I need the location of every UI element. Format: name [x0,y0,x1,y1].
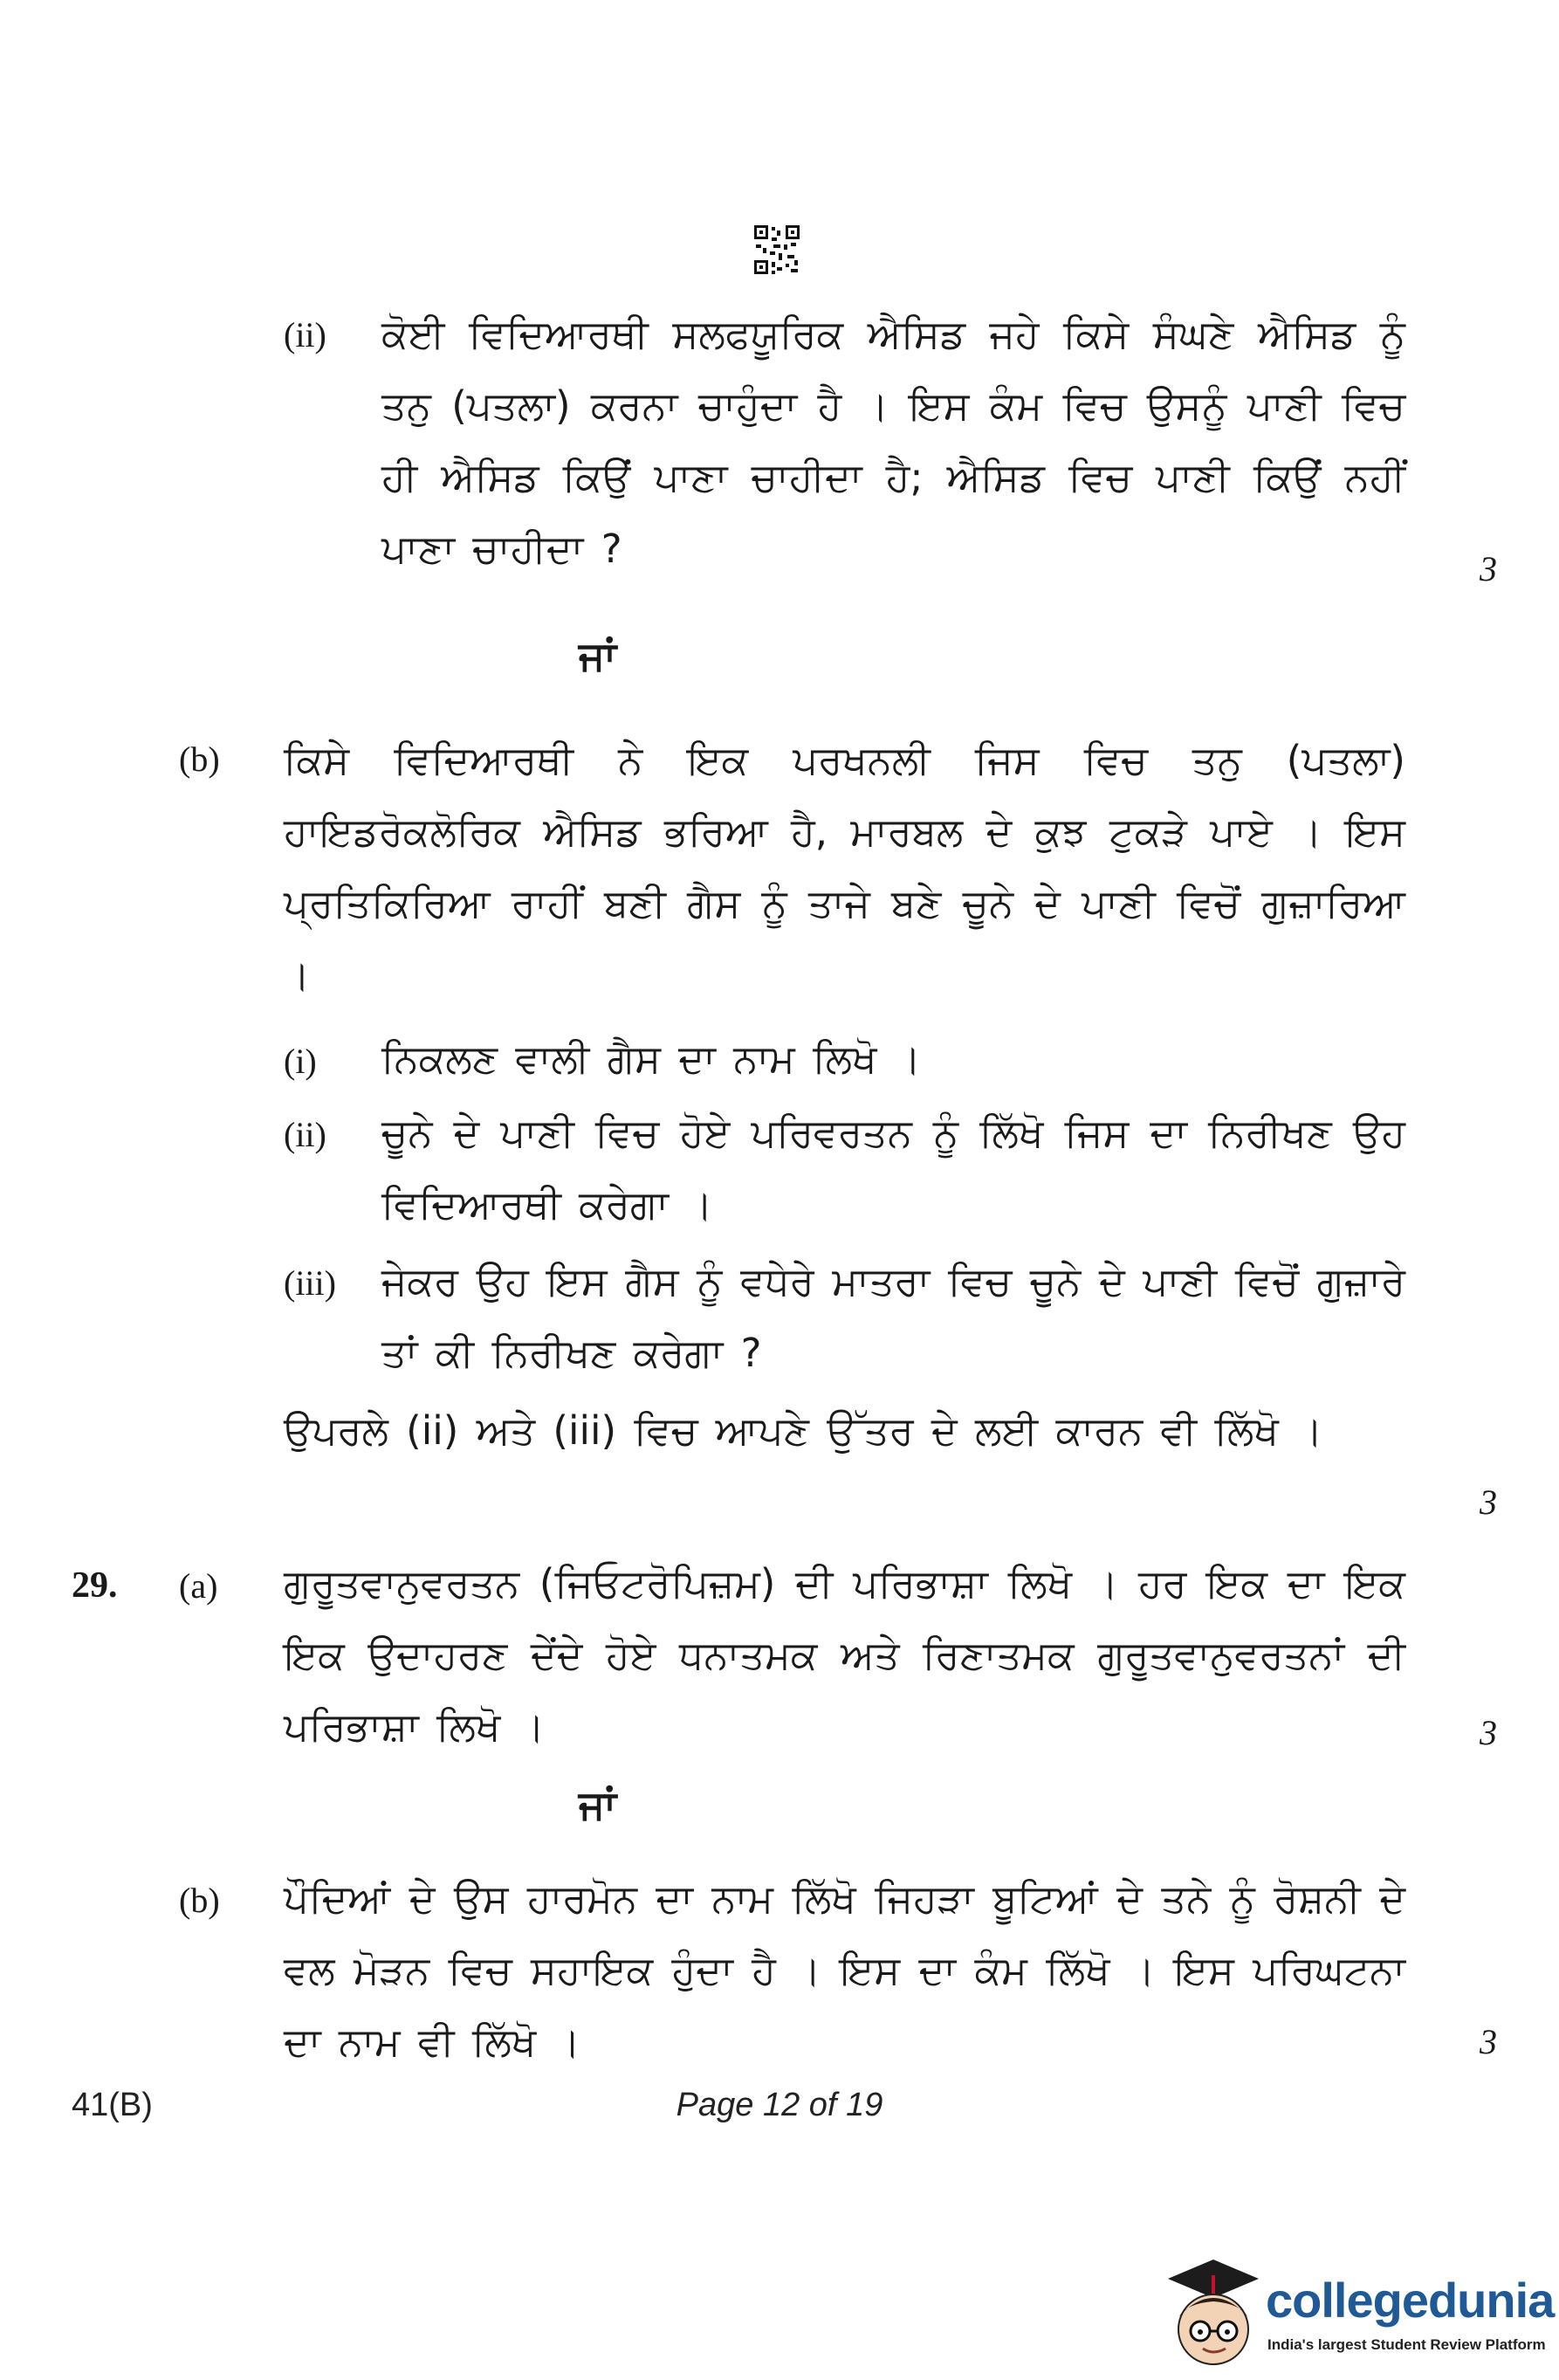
or-separator: ਜਾਂ [579,632,617,679]
brand-name: collegedunia [1266,2273,1555,2328]
question-28b-closing: ਉਪਰਲੇ (ii) ਅਤੇ (iii) ਵਿਚ ਆਪਣੇ ਉੱਤਰ ਦੇ ਲਈ ਕਾਰਨ ਵੀ ਲਿੱਖੋ । [284,1407,1323,1454]
marks-29a: 3 [1480,1713,1497,1752]
question-28b-intro: ਕਿਸੇ ਵਿਦਿਆਰਥੀ ਨੇ ਇਕ ਪਰਖਨਲੀ ਜਿਸ ਵਿਚ ਤਨੁ (ਪਤਲਾ) ਹਾਇਡਰੋਕਲੋਰਿਕ ਐਸਿਡ ਭਰਿਆ ਹੈ, ਮਾਰਬਲ ਦੇ ਕੁਝ ਟੁਕੜੇ ਪਾਏ । ਇਸ ਪ੍ਰਤਿਕਿਰਿਆ ਰਾਹੀਂ ਬਣੀ ਗੈਸ ਨੂੰ ਤਾਜੇ ਬਣੇ ਚੂਨੇ ਦੇ ਪਾਣੀ ਵਿਚੋਂ ਗੁਜ਼ਾਰਿਆ । [284,737,1405,998]
question-28b-i-text: ਨਿਕਲਣ ਵਾਲੀ ਗੈਸ ਦਾ ਨਾਮ ਲਿਖੋ । [381,1035,922,1082]
question-29a-text: ਗੁਰੂਤਵਾਨੁਵਰਤਨ (ਜਿਓਟਰੋਪਿਜ਼ਮ) ਦੀ ਪਰਿਭਾਸ਼ਾ ਲਿਖੋ । ਹਰ ਇਕ ਦਾ ਇਕ ਇਕ ਉਦਾਹਰਣ ਦੇਂਦੇ ਹੋਏ ਧਨਾਤਮਕ ਅਤੇ ਰਿਣਾਤਮਕ ਗੁਰੂਤਵਾਨੁਵਰਤਨਾਂ ਦੀ ਪਰਿਭਾਸ਼ਾ ਲਿਖੋ । [284,1560,1405,1750]
question-28b-iii-text: ਜੇਕਰ ਉਹ ਇਸ ਗੈਸ ਨੂੰ ਵਧੇਰੇ ਮਾਤਰਾ ਵਿਚ ਚੂਨੇ ਦੇ ਪਾਣੀ ਵਿਚੋਂ ਗੁਜ਼ਾਰੇ ਤਾਂ ਕੀ ਨਿਰੀਖਣ ਕਰੇਗਾ ? [381,1258,1405,1376]
part-label-a: (a) [179,1566,218,1606]
marks-28a-ii: 3 [1480,549,1497,588]
question-28a-ii-text: ਕੋਈ ਵਿਦਿਆਰਥੀ ਸਲਫਯੂਰਿਕ ਐਸਿਡ ਜਹੇ ਕਿਸੇ ਸੰਘਣੇ ਐਸਿਡ ਨੂੰ ਤਨੁ (ਪਤਲਾ) ਕਰਨਾ ਚਾਹੁੰਦਾ ਹੈ । ਇਸ ਕੰਮ ਵਿਚ ਉਸਨੂੰ ਪਾਣੀ ਵਿਚ ਹੀ ਐਸਿਡ ਕਿਉਂ ਪਾਣਾ ਚਾਹੀਦਾ ਹੈ; ਐਸਿਡ ਵਿਚ ਪਾਣੀ ਕਿਉਂ ਨਹੀਂ ਪਾਣਾ ਚਾਹੀਦਾ ? [381,311,1405,572]
marks-29b: 3 [1480,2022,1497,2061]
mascot-icon [1152,2253,1266,2375]
sub-question-label: (iii) [284,1263,336,1303]
page-of: of [808,2087,837,2123]
page-total: 19 [846,2087,883,2123]
marks-28b: 3 [1480,1482,1497,1522]
page-current: 12 [762,2087,800,2123]
question-number: 29. [72,1565,118,1606]
part-label-b: (b) [179,739,220,779]
collegedunia-watermark [1152,2253,1554,2375]
qr-code-icon [752,224,801,276]
question-29b-text: ਪੌਦਿਆਂ ਦੇ ਉਸ ਹਾਰਮੋਨ ਦਾ ਨਾਮ ਲਿੱਖੋ ਜਿਹੜਾ ਬੂਟਿਆਂ ਦੇ ਤਨੇ ਨੂੰ ਰੋਸ਼ਨੀ ਦੇ ਵਲ ਮੋੜਨ ਵਿਚ ਸਹਾਇਕ ਹੁੰਦਾ ਹੈ । ਇਸ ਦਾ ਕੰਮ ਲਿੱਖੋ । ਇਸ ਪਰਿਘਟਨਾ ਦਾ ਨਾਮ ਵੀ ਲਿੱਖੋ । [284,1875,1405,2065]
paper-code: 41(B) [72,2087,153,2123]
question-28b-ii-text: ਚੂਨੇ ਦੇ ਪਾਣੀ ਵਿਚ ਹੋਏ ਪਰਿਵਰਤਨ ਨੂੰ ਲਿੱਖੋ ਜਿਸ ਦਾ ਨਿਰੀਖਣ ਉਹ ਵਿਦਿਆਰਥੀ ਕਰੇਗਾ । [381,1110,1405,1228]
sub-question-label: (i) [284,1042,317,1081]
page-prefix: Page [676,2087,754,2123]
page-indicator [0,2087,1559,2124]
part-label-b: (b) [179,1881,220,1920]
sub-question-label: (ii) [284,1115,326,1154]
sub-question-label: (ii) [284,315,326,354]
brand-tagline: India's largest Student Review Platform [1267,2336,1546,2353]
or-separator: ਜਾਂ [579,1781,617,1828]
